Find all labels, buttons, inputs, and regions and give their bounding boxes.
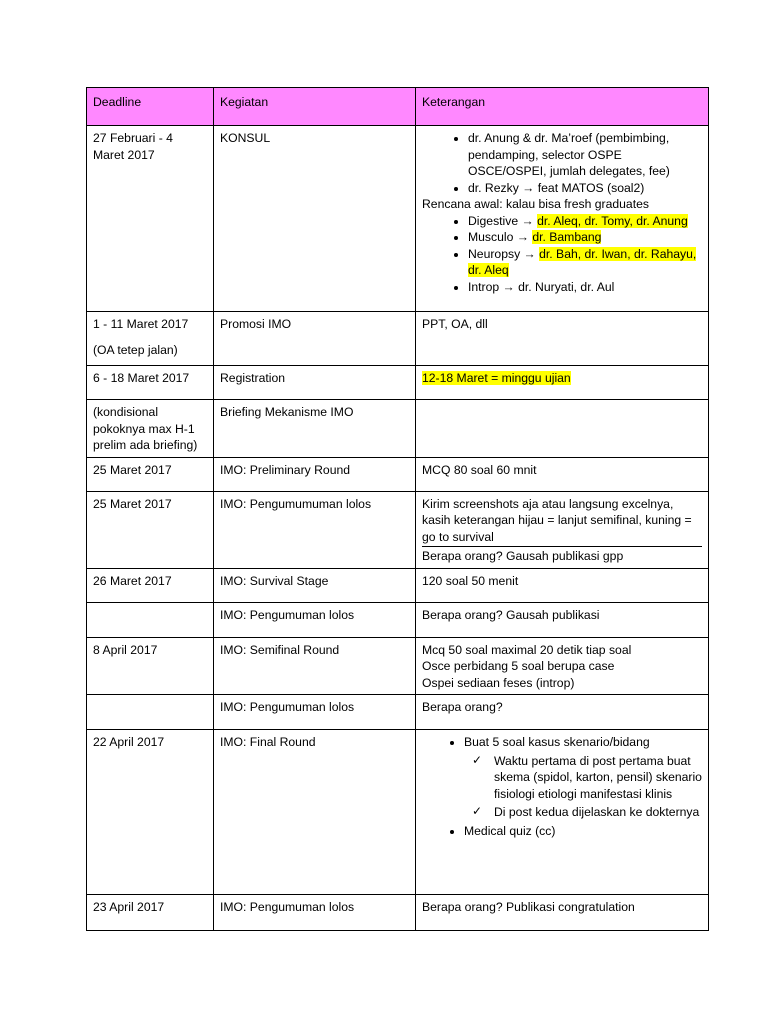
table-row xyxy=(87,568,709,602)
kegiatan-cell: IMO: Semifinal Round xyxy=(214,637,416,695)
bullet-list xyxy=(422,823,702,840)
kegiatan-cell: Registration xyxy=(214,366,416,400)
table-row xyxy=(87,491,709,568)
kegiatan-cell: IMO: Preliminary Round xyxy=(214,457,416,491)
highlighted-text: 12-18 Maret = minggu ujian xyxy=(422,371,571,385)
highlighted-text: dr. Aleq, dr. Tomy, dr. Anung xyxy=(537,213,688,228)
keterangan-text: Kirim screenshots aja atau langsung excelnya, kasih keterangan hijau = lanjut semifinal, kuning = go to survival xyxy=(422,496,692,544)
deadline-cell: 6 - 18 Maret 2017 xyxy=(87,366,214,400)
table-row xyxy=(87,126,709,312)
keterangan-cell xyxy=(416,400,709,458)
kegiatan-cell: IMO: Pengumuman lolos xyxy=(214,695,416,730)
kegiatan-cell: IMO: Survival Stage xyxy=(214,568,416,602)
keterangan-cell: MCQ 80 soal 60 mnit xyxy=(416,457,709,491)
list-item: • Buat 5 soal kasus skenario/bidang xyxy=(464,734,702,751)
kegiatan-cell: IMO: Pengumuman lolos xyxy=(214,602,416,637)
item-text: Di post kedua dijelaskan ke dokternya xyxy=(494,805,700,819)
highlighted-text: dr. Bambang xyxy=(532,230,602,244)
keterangan-cell xyxy=(416,730,709,895)
deadline-cell: 22 April 2017 xyxy=(87,730,214,895)
list-item xyxy=(468,229,702,246)
keterangan-cell xyxy=(416,126,709,312)
keterangan-cell xyxy=(416,491,709,568)
list-item xyxy=(468,246,702,279)
table-row xyxy=(87,400,709,458)
item-text: Digestive → xyxy=(468,213,538,228)
list-item xyxy=(472,752,702,803)
table-row xyxy=(87,457,709,491)
table-row xyxy=(87,366,709,400)
deadline-cell: 25 Maret 2017 xyxy=(87,491,214,568)
keterangan-cell xyxy=(416,637,709,695)
bullet-list xyxy=(422,130,702,196)
keterangan-cell: Berapa orang? xyxy=(416,695,709,730)
bullet-list xyxy=(422,734,702,751)
keterangan-cell: Berapa orang? Gausah publikasi xyxy=(416,602,709,637)
deadline-cell xyxy=(87,312,214,366)
keterangan-line: Ospei sediaan feses (introp) xyxy=(422,675,575,690)
header-kegiatan: Kegiatan xyxy=(214,88,416,126)
bullet-list xyxy=(422,213,702,296)
kegiatan-cell: IMO: Final Round xyxy=(214,730,416,895)
item-text: Introp → dr. Nuryati, dr. Aul xyxy=(468,279,615,294)
plan-text: Rencana awal: kalau bisa fresh graduates xyxy=(422,197,649,211)
header-row xyxy=(87,88,709,126)
table-row xyxy=(87,312,709,366)
checkmark-icon: ✓ xyxy=(472,804,483,818)
checkmark-icon: ✓ xyxy=(472,752,483,767)
kegiatan-cell: IMO: Pengumumuman lolos xyxy=(214,491,416,568)
table-row xyxy=(87,895,709,931)
list-item: • dr. Anung & dr. Ma’roef (pembimbing, pendamping, selector OSPE OSCE/OSPEI, jumlah delegates, fee) xyxy=(468,130,702,180)
deadline-cell: 8 April 2017 xyxy=(87,637,214,695)
item-text: Neuropsy → xyxy=(468,246,540,261)
keterangan-line: Mcq 50 soal maximal 20 detik tiap soal xyxy=(422,642,632,657)
deadline-cell: 25 Maret 2017 xyxy=(87,457,214,491)
list-item xyxy=(468,213,702,230)
keterangan-cell: 120 soal 50 menit xyxy=(416,568,709,602)
item-text: Waktu pertama di post pertama buat skema (spidol, karton, pensil) skenario fisiologi etiologi manifestasi klinis xyxy=(494,753,702,801)
keterangan-cell: PPT, OA, dll xyxy=(416,312,709,366)
header-keterangan: Keterangan xyxy=(416,88,709,126)
deadline-cell: 26 Maret 2017 xyxy=(87,568,214,602)
item-text: Musculo → xyxy=(468,230,533,244)
table-row xyxy=(87,730,709,895)
highlighted-text: dr. Bah, dr. Iwan, dr. Rahayu, dr. Aleq xyxy=(468,246,697,277)
deadline-cell: 27 Februari - 4 Maret 2017 xyxy=(87,126,214,312)
deadline-cell xyxy=(87,602,214,637)
list-item: • Medical quiz (cc) xyxy=(464,823,702,840)
deadline-cell: 23 April 2017 xyxy=(87,895,214,931)
checkmark-list xyxy=(464,753,702,821)
list-item xyxy=(472,804,702,821)
list-item: • dr. Rezky → feat MATOS (soal2) xyxy=(468,180,702,197)
deadline-text: 1 - 11 Maret 2017 xyxy=(93,317,189,331)
kegiatan-cell: Briefing Mekanisme IMO xyxy=(214,400,416,458)
deadline-cell xyxy=(87,695,214,730)
table-row xyxy=(87,695,709,730)
deadline-note: (OA tetep jalan) xyxy=(93,342,178,357)
list-item xyxy=(468,279,702,296)
keterangan-note: Berapa orang? Gausah publikasi gpp xyxy=(422,546,702,565)
deadline-cell: (kondisional pokoknya max H-1 prelim ada briefing) xyxy=(87,400,214,458)
kegiatan-cell: KONSUL xyxy=(214,126,416,312)
table-row xyxy=(87,637,709,695)
header-deadline: Deadline xyxy=(87,88,214,126)
table-row xyxy=(87,602,709,637)
kegiatan-cell: Promosi IMO xyxy=(214,312,416,366)
keterangan-cell: Berapa orang? Publikasi congratulation xyxy=(416,895,709,931)
schedule-table xyxy=(86,87,709,931)
kegiatan-cell: IMO: Pengumuman lolos xyxy=(214,895,416,931)
keterangan-line: Osce perbidang 5 soal berupa case xyxy=(422,659,615,673)
keterangan-cell xyxy=(416,366,709,400)
